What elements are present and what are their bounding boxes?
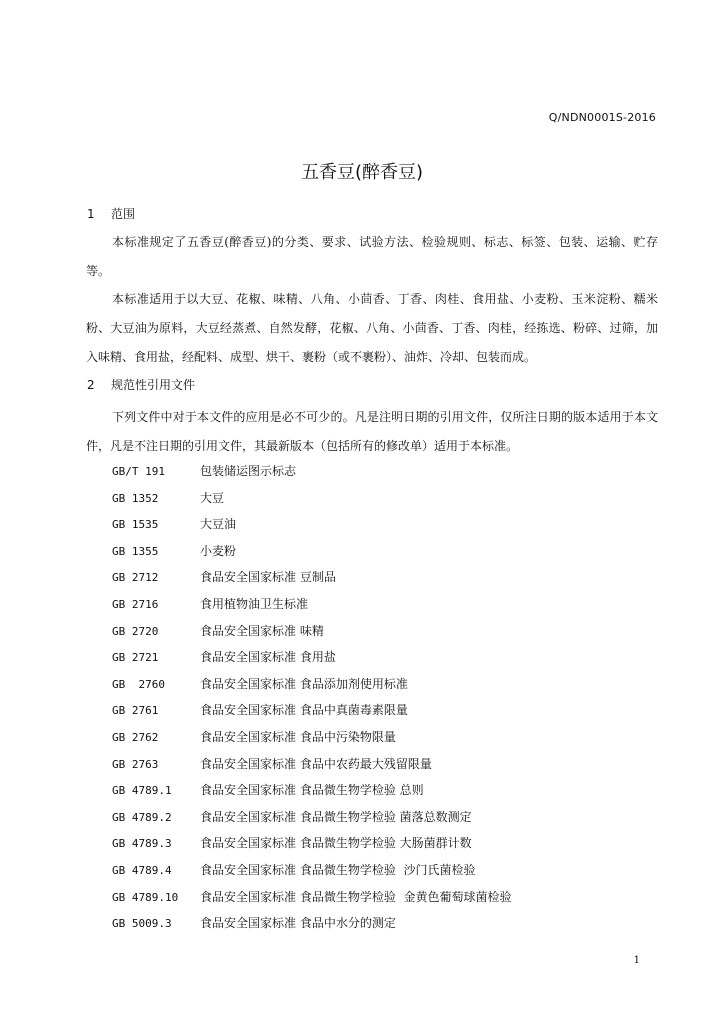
page-number: 1 xyxy=(633,955,640,966)
section-title: 规范性引用文件 xyxy=(111,378,196,392)
reference-code: GB 4789.4 xyxy=(112,863,172,877)
reference-title: 食品安全国家标准 食用盐 xyxy=(200,650,336,665)
reference-item xyxy=(112,781,511,808)
document-code: Q/NDN0001S-2016 xyxy=(548,111,656,124)
reference-code: GB 2762 xyxy=(112,730,159,744)
reference-code: GB 2721 xyxy=(112,651,159,665)
reference-item xyxy=(112,914,511,941)
reference-item xyxy=(112,542,511,569)
section-heading-scope xyxy=(87,205,135,222)
reference-code: GB 2761 xyxy=(112,704,159,718)
section-number: 1 xyxy=(87,207,95,221)
reference-list xyxy=(112,462,511,941)
references-intro-paragraph: 下列文件中对于本文件的应用是必不可少的。凡是注明日期的引用文件，仅所注日期的版本适用于本文件，凡是不注日期的引用文件，其最新版本（包括所有的修改单）适用于本标准。 xyxy=(86,410,658,453)
section-number: 2 xyxy=(87,378,95,392)
reference-item xyxy=(112,622,511,649)
reference-item xyxy=(112,648,511,675)
reference-code: GB/T 191 xyxy=(112,465,165,478)
reference-item xyxy=(112,568,511,595)
reference-item xyxy=(112,701,511,728)
reference-code: GB 1535 xyxy=(112,518,159,532)
reference-item xyxy=(112,675,511,702)
reference-title: 食品安全国家标准 食品添加剂使用标准 xyxy=(200,676,408,691)
reference-item xyxy=(112,861,511,888)
reference-title: 食品安全国家标准 食品微生物学检验 沙门氏菌检验 xyxy=(200,862,476,877)
reference-title: 食品安全国家标准 食品中水分的测定 xyxy=(200,916,396,931)
reference-code: GB 2720 xyxy=(112,624,159,638)
reference-title: 大豆油 xyxy=(200,517,237,532)
reference-item xyxy=(112,755,511,782)
document-title: 五香豆(醉香豆) xyxy=(300,162,424,183)
reference-code: GB 4789.3 xyxy=(112,837,172,851)
scope-paragraph-2: 本标准适用于以大豆、花椒、味精、八角、小茴香、丁香、肉桂、食用盐、小麦粉、玉米淀粉、糯米粉、大豆油为原料，大豆经蒸煮、自然发酵，花椒、八角、小茴香、丁香、肉桂，经拣选、粉碎、过筛，加入味精、食用盐，经配料、成型、烘干、裹粉（或不裹粉）、油炸、冷却、包装而成。 xyxy=(86,292,658,364)
reference-title: 食品安全国家标准 食品微生物学检验 金黄色葡萄球菌检验 xyxy=(200,889,512,904)
reference-item xyxy=(112,728,511,755)
reference-item xyxy=(112,595,511,622)
section-heading-references xyxy=(87,376,195,393)
reference-title: 包装储运图示标志 xyxy=(200,464,297,478)
reference-code: GB 2712 xyxy=(112,571,159,585)
reference-title: 食品安全国家标准 食品微生物学检验 大肠菌群计数 xyxy=(200,836,472,851)
section-title: 范围 xyxy=(111,207,136,221)
reference-title: 食品安全国家标准 食品中污染物限量 xyxy=(200,729,396,744)
reference-title: 食品安全国家标准 食品微生物学检验 菌落总数测定 xyxy=(200,809,472,824)
reference-item xyxy=(112,888,511,915)
scope-paragraph-1: 本标准规定了五香豆(醉香豆)的分类、要求、试验方法、检验规则、标志、标签、包装、运输、贮存等。 xyxy=(86,235,658,278)
reference-code: GB 1352 xyxy=(112,491,159,505)
reference-title: 食品安全国家标准 食品中真菌毒素限量 xyxy=(200,703,408,718)
reference-code: GB 4789.2 xyxy=(112,810,172,824)
reference-item xyxy=(112,489,511,516)
reference-title: 食品安全国家标准 味精 xyxy=(200,623,324,638)
reference-title: 食品安全国家标准 食品中农药最大残留限量 xyxy=(200,756,432,771)
reference-item xyxy=(112,462,511,489)
reference-code: GB 5009.3 xyxy=(112,917,172,931)
reference-code: GB 4789.10 xyxy=(112,890,179,904)
reference-title: 食品安全国家标准 食品微生物学检验 总则 xyxy=(200,783,424,798)
reference-code: GB 2763 xyxy=(112,757,159,771)
reference-code: GB 2716 xyxy=(112,597,159,611)
reference-title: 食品安全国家标准 豆制品 xyxy=(200,570,336,585)
reference-title: 食用植物油卫生标准 xyxy=(200,596,309,611)
reference-item xyxy=(112,834,511,861)
reference-code: GB 4789.1 xyxy=(112,784,172,798)
reference-title: 小麦粉 xyxy=(200,543,237,558)
reference-code: GB 2760 xyxy=(112,677,165,691)
reference-item xyxy=(112,808,511,835)
reference-title: 大豆 xyxy=(200,490,225,505)
reference-item xyxy=(112,515,511,542)
reference-code: GB 1355 xyxy=(112,544,159,558)
